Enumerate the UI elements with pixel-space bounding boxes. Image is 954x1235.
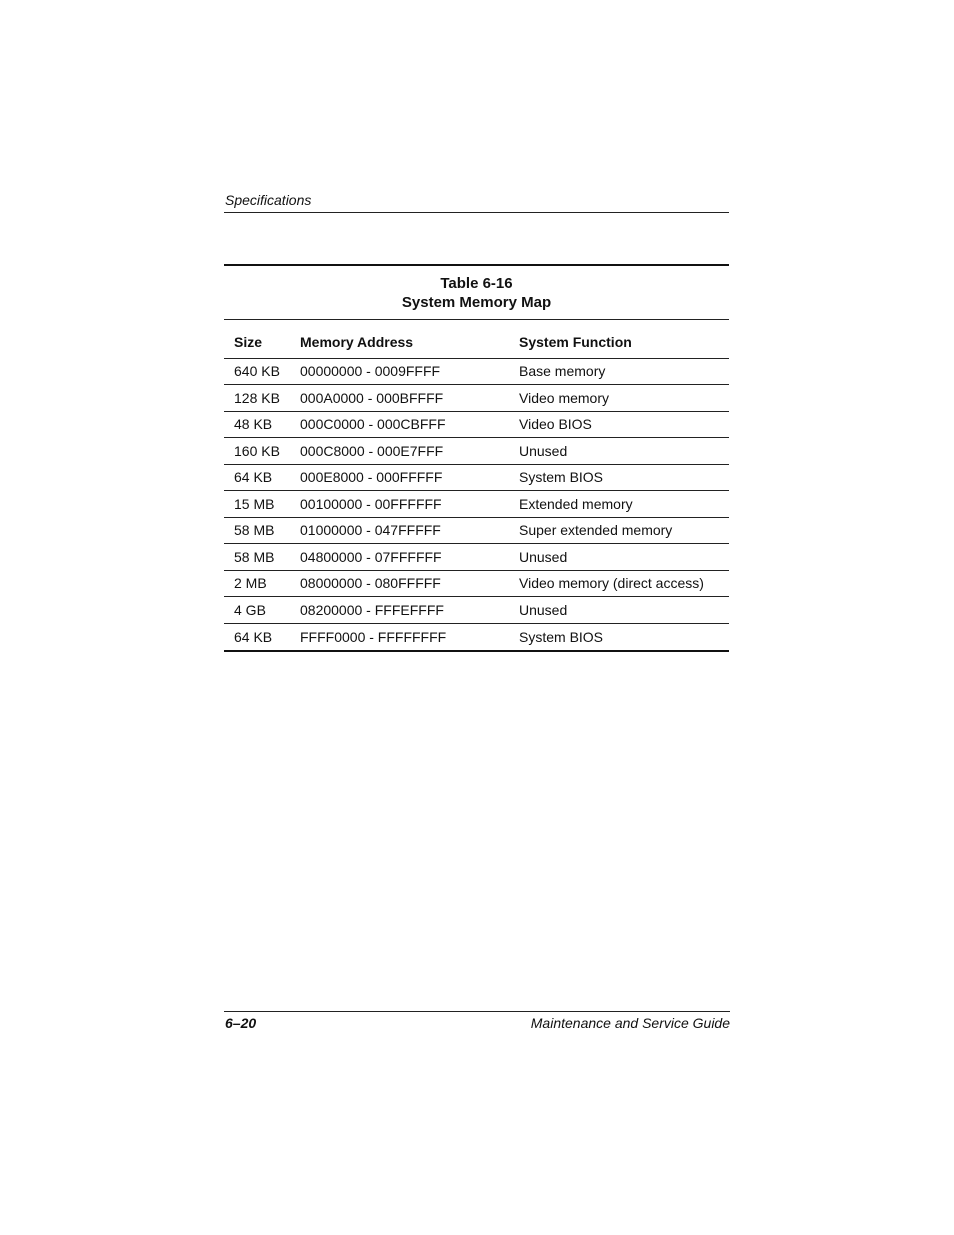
cell-memory-address: 000C8000 - 000E7FFF (300, 438, 519, 465)
cell-size: 64 KB (234, 628, 273, 645)
memory-map-table-container (224, 264, 729, 652)
page-number: 6–20 (225, 1015, 257, 1031)
table-number: Table 6-16 (440, 275, 513, 292)
guide-title: Maintenance and Service Guide (530, 1015, 730, 1031)
cell-memory-address: 01000000 - 047FFFFF (300, 517, 519, 544)
cell-system-function: Unused (519, 438, 729, 465)
cell-system-function: System BIOS (519, 628, 604, 645)
cell-memory-address: 000A0000 - 000BFFFF (300, 385, 519, 412)
section-title: Specifications (225, 192, 312, 208)
table-caption (224, 266, 729, 320)
cell-size: 48 KB (224, 411, 300, 438)
cell-memory-address: 00100000 - 00FFFFFF (300, 491, 519, 518)
cell-system-function: Extended memory (519, 491, 729, 518)
cell-size: 58 MB (224, 544, 300, 571)
memory-map-table (224, 320, 729, 650)
cell-size: 640 KB (224, 358, 300, 385)
table-header-row (224, 320, 729, 358)
table-row (224, 517, 729, 544)
cell-size: 128 KB (224, 385, 300, 412)
cell-size: 58 MB (224, 517, 300, 544)
table-row (224, 491, 729, 518)
table-row (224, 623, 729, 650)
cell-system-function: Video memory (519, 385, 729, 412)
cell-size: 2 MB (224, 570, 300, 597)
cell-system-function: Video BIOS (519, 411, 729, 438)
table-row (224, 544, 729, 571)
table-title: System Memory Map (401, 294, 552, 311)
table-row (224, 411, 729, 438)
cell-memory-address: 000C0000 - 000CBFFF (300, 411, 519, 438)
table-row (224, 385, 729, 412)
cell-system-function: Unused (519, 544, 729, 571)
cell-size: 4 GB (224, 597, 300, 624)
cell-memory-address: FFFF0000 - FFFFFFFF (300, 628, 447, 645)
column-header-system-function: System Function (519, 320, 729, 358)
running-footer (224, 1011, 730, 1034)
table-row (224, 358, 729, 385)
cell-system-function: Video memory (direct access) (519, 570, 729, 597)
table-row (224, 597, 729, 624)
cell-system-function: Base memory (519, 358, 729, 385)
cell-system-function: Super extended memory (519, 517, 729, 544)
cell-memory-address: 08200000 - FFFEFFFF (300, 597, 519, 624)
running-header (224, 191, 729, 213)
cell-memory-address: 00000000 - 0009FFFF (300, 358, 519, 385)
cell-system-function: System BIOS (519, 464, 729, 491)
table-row (224, 438, 729, 465)
table-row (224, 464, 729, 491)
table-row (224, 570, 729, 597)
cell-memory-address: 04800000 - 07FFFFFF (300, 544, 519, 571)
cell-size: 64 KB (224, 464, 300, 491)
cell-memory-address: 000E8000 - 000FFFFF (300, 464, 519, 491)
cell-memory-address: 08000000 - 080FFFFF (300, 570, 519, 597)
cell-size: 160 KB (224, 438, 300, 465)
column-header-size: Size (224, 320, 300, 358)
column-header-memory-address: Memory Address (300, 320, 519, 358)
cell-size: 15 MB (224, 491, 300, 518)
cell-system-function: Unused (519, 597, 729, 624)
